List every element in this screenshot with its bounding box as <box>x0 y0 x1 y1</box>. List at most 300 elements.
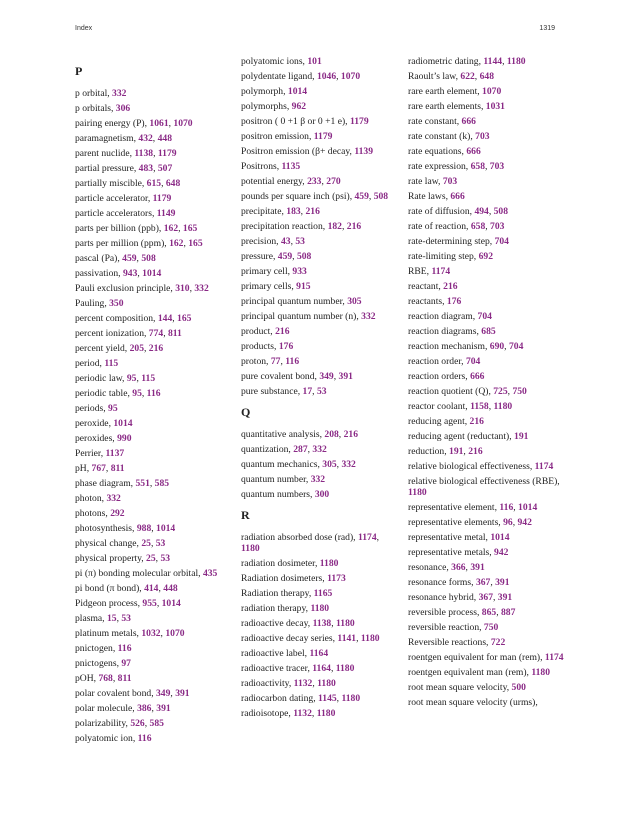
page-link[interactable]: 1173 <box>327 573 346 584</box>
page-link[interactable]: 191 <box>449 446 464 457</box>
index-term: percent composition, <box>75 313 158 324</box>
page-link[interactable]: 1180 <box>310 603 330 614</box>
page-link[interactable]: 767 <box>91 463 106 474</box>
page-link[interactable]: 349 <box>156 688 171 699</box>
page-link[interactable]: 165 <box>177 313 192 324</box>
index-term: periods, <box>75 403 109 414</box>
index-entry <box>75 193 225 204</box>
page-link[interactable]: 115 <box>141 373 156 384</box>
index-term: photosynthesis, <box>75 523 137 534</box>
page-link[interactable]: 1180 <box>341 693 361 704</box>
page-link[interactable]: 915 <box>296 281 311 292</box>
page-link[interactable]: 448 <box>163 583 178 594</box>
page-link[interactable]: 367 <box>475 577 491 588</box>
page-link[interactable]: 1164 <box>312 663 331 674</box>
index-term: representative element, <box>408 502 500 513</box>
page-link[interactable]: 1132 <box>293 678 313 689</box>
page-link[interactable]: 332 <box>194 283 209 294</box>
index-term: primary cells, <box>241 281 297 292</box>
page-link[interactable]: 116 <box>137 733 152 744</box>
index-term: rate expression, <box>408 161 471 172</box>
page-link[interactable]: 448 <box>157 133 172 144</box>
page-link[interactable]: 292 <box>110 508 125 519</box>
page-link[interactable]: 1180 <box>317 678 336 689</box>
index-entry <box>241 558 396 569</box>
page-link[interactable]: 1145 <box>318 693 337 704</box>
index-entry: polarizability, 526, 585 <box>75 718 164 729</box>
page-link[interactable]: 101 <box>307 56 322 67</box>
page-link[interactable]: 391 <box>497 592 513 603</box>
page-link[interactable]: 116 <box>146 388 161 399</box>
page-link[interactable]: 1135 <box>281 161 301 172</box>
page-link[interactable]: 1180 <box>316 708 336 719</box>
page-link[interactable]: 115 <box>104 358 119 369</box>
index-entry <box>241 266 396 277</box>
page-link[interactable]: 658 <box>470 221 486 232</box>
page-link[interactable]: 750 <box>483 622 499 633</box>
index-entry <box>75 298 225 309</box>
page-link[interactable]: 811 <box>110 463 125 474</box>
page-link[interactable]: 116 <box>285 356 300 367</box>
index-entry <box>241 573 396 584</box>
page-link[interactable]: 1061 <box>149 118 169 129</box>
index-term: photons, <box>75 508 111 519</box>
index-entry: resonance hybrid, 367, 391 <box>408 592 513 603</box>
index-entry: physical property, 25, 53 <box>75 553 171 564</box>
page-link[interactable]: 208 <box>324 429 339 440</box>
page-link[interactable]: 1014 <box>113 418 133 429</box>
page-link[interactable]: 725 <box>493 386 508 397</box>
index-term: Positron emission (β+ decay, <box>241 146 355 157</box>
index-term: radioactive decay, <box>241 618 313 629</box>
page-link[interactable]: 350 <box>109 298 124 309</box>
page-link[interactable]: 216 <box>148 343 164 354</box>
page-link[interactable]: 332 <box>361 311 376 322</box>
index-term: pounds per square inch (psi), <box>241 191 355 202</box>
page-link[interactable]: 459 <box>354 191 369 202</box>
page-link[interactable]: 176 <box>278 341 294 352</box>
page-link[interactable]: 774 <box>148 328 164 339</box>
page-link[interactable]: 1179 <box>313 131 333 142</box>
page-link[interactable]: 666 <box>466 146 481 157</box>
page-link[interactable]: 182 <box>327 221 342 232</box>
index-entry: Pauli exclusion principle, 310, 332 <box>75 283 209 294</box>
index-term: polydentate ligand, <box>241 71 317 82</box>
index-column-2 <box>241 56 396 723</box>
index-term: rare earth element, <box>408 86 483 97</box>
section-letter-r: R <box>241 508 250 522</box>
page-link[interactable]: 191 <box>514 431 529 442</box>
page-link[interactable]: 990 <box>117 433 132 444</box>
index-entry: Pidgeon process, 955, 1014 <box>75 598 181 609</box>
page-link[interactable]: 704 <box>494 236 509 247</box>
page-link[interactable]: 942 <box>517 517 532 528</box>
page-link[interactable]: 585 <box>149 718 164 729</box>
index-term: parent nuclide, <box>75 148 135 159</box>
page-link[interactable]: 1141 <box>337 633 357 644</box>
page-link[interactable]: 332 <box>312 444 327 455</box>
page-link[interactable]: 500 <box>511 682 526 693</box>
page-link[interactable]: 1180 <box>336 618 355 629</box>
index-entry <box>241 341 396 352</box>
page-link[interactable]: 216 <box>346 221 362 232</box>
index-term: polar covalent bond, <box>75 688 156 699</box>
page-link[interactable]: 367 <box>478 592 493 603</box>
page-link[interactable]: 1138 <box>312 618 332 629</box>
index-term: reducing agent, <box>408 416 470 427</box>
index-entry <box>75 643 225 654</box>
index-entry <box>408 461 568 472</box>
page-link[interactable]: 703 <box>489 161 505 172</box>
page-link[interactable]: 391 <box>175 688 190 699</box>
page-link[interactable]: 116 <box>117 643 132 654</box>
page-link[interactable]: 768 <box>98 673 113 684</box>
index-entry <box>241 86 396 97</box>
page-link[interactable]: 1031 <box>485 101 505 112</box>
index-term: reaction order, <box>408 356 466 367</box>
page-link[interactable]: 162 <box>163 223 179 234</box>
page-link[interactable]: 508 <box>296 251 312 262</box>
index-entry <box>241 648 396 659</box>
page-link[interactable]: 432 <box>138 133 153 144</box>
page-link[interactable]: 703 <box>475 131 490 142</box>
index-entry <box>408 371 568 382</box>
index-entry <box>75 568 225 579</box>
page-link[interactable]: 942 <box>494 547 509 558</box>
page-link[interactable]: 53 <box>160 553 171 564</box>
index-entry: pure covalent bond, 349, 391 <box>241 371 353 382</box>
page-link[interactable]: 1138 <box>134 148 154 159</box>
page-link[interactable]: 53 <box>295 236 305 247</box>
index-term: Perrier, <box>75 448 106 459</box>
page-link[interactable]: 216 <box>305 206 320 217</box>
index-entry: partially miscible, 615, 648 <box>75 178 181 189</box>
index-entry <box>408 266 568 277</box>
page-link[interactable]: 306 <box>115 103 131 114</box>
page-link[interactable]: 17 <box>302 386 313 397</box>
index-entry: reaction mechanism, 690, 704 <box>408 341 524 352</box>
page-link[interactable]: 1180 <box>319 558 339 569</box>
index-term: radiocarbon dating, <box>241 693 318 704</box>
index-entry <box>241 281 396 292</box>
index-entry: polar molecule, 386, 391 <box>75 703 171 714</box>
page-link[interactable]: 53 <box>155 538 166 549</box>
index-entry: pairing energy (P), 1061, 1070 <box>75 118 193 129</box>
page-link[interactable]: 690 <box>489 341 505 352</box>
page-link[interactable]: 332 <box>341 459 356 470</box>
page-link[interactable]: 216 <box>468 446 483 457</box>
page-link[interactable]: 648 <box>165 178 181 189</box>
index-entry: representative element, 116, 1014 <box>408 502 538 513</box>
index-term: pure covalent bond, <box>241 371 320 382</box>
page-link[interactable]: 1046 <box>316 71 337 82</box>
page-link[interactable]: 216 <box>469 416 484 427</box>
index-term: parts per million (ppm), <box>75 238 170 249</box>
page-link[interactable]: 205 <box>129 343 144 354</box>
page-link[interactable]: 1164 <box>309 648 329 659</box>
page-link[interactable]: 508 <box>373 191 389 202</box>
page-link[interactable]: 508 <box>141 253 156 264</box>
page-link[interactable]: 287 <box>293 444 308 455</box>
page-link[interactable]: 216 <box>443 281 458 292</box>
page-link[interactable]: 666 <box>461 116 476 127</box>
index-term: passivation, <box>75 268 123 279</box>
page-link[interactable]: 95 <box>126 373 137 384</box>
index-entry <box>241 326 396 337</box>
page-link[interactable]: 887 <box>500 607 516 618</box>
page-link[interactable]: 435 <box>202 568 218 579</box>
index-term: polarizability, <box>75 718 131 729</box>
index-term: peroxide, <box>75 418 114 429</box>
page-link[interactable]: 1139 <box>354 146 373 157</box>
page-link[interactable]: 658 <box>470 161 485 172</box>
index-entry: pOH, 768, 811 <box>75 673 132 684</box>
page-link[interactable]: 366 <box>451 562 466 573</box>
page-link[interactable]: 962 <box>291 101 307 112</box>
index-entry: precision, 43, 53 <box>241 236 305 247</box>
page-link[interactable]: 648 <box>479 71 494 82</box>
page-link[interactable]: 1014 <box>518 502 538 513</box>
page-link[interactable]: 386 <box>137 703 152 714</box>
page-link[interactable]: 1070 <box>173 118 193 129</box>
index-term: phase diagram, <box>75 478 136 489</box>
index-entry <box>408 622 568 633</box>
index-term: periodic law, <box>75 373 127 384</box>
index-term: polyatomic ion, <box>75 733 138 744</box>
page-link[interactable]: 1032 <box>141 628 161 639</box>
page-link[interactable]: 494 <box>474 206 489 217</box>
index-term: pOH, <box>75 673 99 684</box>
page-link[interactable]: 300 <box>314 489 330 500</box>
page-link[interactable]: 349 <box>319 371 334 382</box>
index-entry <box>408 667 568 678</box>
page-link[interactable]: 176 <box>446 296 462 307</box>
index-term: pH, <box>75 463 92 474</box>
page-link[interactable]: 391 <box>156 703 171 714</box>
index-entry <box>241 603 396 614</box>
index-entry: radiation absorbed dose (rad), 1174, 1180 <box>241 532 380 554</box>
index-entry: precipitate, 183, 216 <box>241 206 320 217</box>
page-link[interactable]: 1014 <box>287 86 308 97</box>
page-link[interactable]: 1180 <box>335 663 355 674</box>
page-link[interactable]: 1179 <box>349 116 369 127</box>
index-entry <box>408 547 568 558</box>
page-link[interactable]: 551 <box>135 478 150 489</box>
page-link[interactable]: 97 <box>121 658 131 669</box>
page-link[interactable]: 459 <box>277 251 293 262</box>
index-term: rate equations, <box>408 146 467 157</box>
index-term: polymorphs, <box>241 101 292 112</box>
index-term: radioactive tracer, <box>241 663 313 674</box>
index-term: plasma, <box>75 613 107 624</box>
index-term: Raoult’s law, <box>408 71 461 82</box>
page-link[interactable]: 25 <box>146 553 156 564</box>
page-link[interactable]: 1180 <box>493 401 513 412</box>
page-link[interactable]: 414 <box>144 583 159 594</box>
page-link[interactable]: 96 <box>503 517 513 528</box>
page-link[interactable]: 216 <box>275 326 290 337</box>
page-link[interactable]: 666 <box>470 371 485 382</box>
page-link[interactable]: 183 <box>286 206 301 217</box>
page-link[interactable]: 933 <box>292 266 307 277</box>
page-link[interactable]: 1070 <box>482 86 502 97</box>
index-entry: physical change, 25, 53 <box>75 538 166 549</box>
index-entry: parent nuclide, 1138, 1179 <box>75 148 177 159</box>
page-link[interactable]: 704 <box>465 356 481 367</box>
index-entry <box>408 191 568 202</box>
page-link[interactable]: 53 <box>316 386 327 397</box>
index-term: quantum number, <box>241 474 311 485</box>
index-term: partial pressure, <box>75 163 139 174</box>
index-term: quantum mechanics, <box>241 459 323 470</box>
page-link[interactable]: 865 <box>481 607 497 618</box>
index-term: roentgen equivalent for man (rem), <box>408 652 545 663</box>
page-link[interactable]: 811 <box>167 328 182 339</box>
page-link[interactable]: 1165 <box>313 588 333 599</box>
index-entry: radioactive tracer, 1164, 1180 <box>241 663 355 674</box>
page-link[interactable]: 165 <box>188 238 203 249</box>
page-link[interactable]: 305 <box>347 296 362 307</box>
index-entry <box>408 637 568 648</box>
page-link[interactable]: 722 <box>490 637 506 648</box>
page-link[interactable]: 1014 <box>161 598 181 609</box>
page-link[interactable]: 1149 <box>156 208 176 219</box>
page-link[interactable]: 1137 <box>105 448 125 459</box>
page-link[interactable]: 988 <box>136 523 152 534</box>
page-link[interactable]: 526 <box>130 718 145 729</box>
index-entry: resonance, 366, 391 <box>408 562 485 573</box>
index-term: particle accelerator, <box>75 193 153 204</box>
page-link[interactable]: 233 <box>307 176 322 187</box>
page-link[interactable]: 15 <box>106 613 117 624</box>
page-link[interactable]: 25 <box>141 538 151 549</box>
page-link[interactable]: 750 <box>512 386 527 397</box>
index-term: radiation dosimeter, <box>241 558 320 569</box>
index-entry <box>408 416 568 427</box>
page-link[interactable]: 508 <box>493 206 509 217</box>
page-link[interactable]: 585 <box>154 478 170 489</box>
page-link[interactable]: 507 <box>157 163 173 174</box>
index-term: Positrons, <box>241 161 282 172</box>
page-link[interactable]: 943 <box>122 268 138 279</box>
index-entry <box>241 474 396 485</box>
page-link[interactable]: 1144 <box>483 56 503 67</box>
page-link[interactable]: 332 <box>310 474 326 485</box>
index-term: principal quantum number (n), <box>241 311 362 322</box>
page-link[interactable]: 391 <box>338 371 353 382</box>
page-link[interactable]: 95 <box>108 403 118 414</box>
page-link[interactable]: 1174 <box>357 532 377 543</box>
index-entry <box>241 116 396 127</box>
page-link[interactable]: 77 <box>270 356 281 367</box>
index-entry: polydentate ligand, 1046, 1070 <box>241 71 361 82</box>
page-link[interactable]: 1174 <box>544 652 564 663</box>
page-link[interactable]: 1179 <box>152 193 172 204</box>
index-term: reaction diagrams, <box>408 326 482 337</box>
index-term: positron emission, <box>241 131 314 142</box>
page-link[interactable]: 704 <box>477 311 492 322</box>
page-link[interactable]: 1158 <box>470 401 489 412</box>
page-link[interactable]: 165 <box>182 223 198 234</box>
page-link[interactable]: 1180 <box>531 667 551 678</box>
page-link[interactable]: 615 <box>146 178 162 189</box>
page-link[interactable]: 1174 <box>534 461 554 472</box>
page-link[interactable]: 1014 <box>142 268 162 279</box>
page-link[interactable]: 685 <box>481 326 496 337</box>
page-link[interactable]: 1132 <box>293 708 312 719</box>
index-entry <box>75 433 225 444</box>
index-term: principal quantum number, <box>241 296 348 307</box>
index-term: precision, <box>241 236 281 247</box>
index-entry: reversible process, 865, 887 <box>408 607 516 618</box>
page-link[interactable]: 310 <box>175 283 190 294</box>
page-link[interactable]: 53 <box>121 613 131 624</box>
page-link[interactable]: 332 <box>106 493 121 504</box>
index-entry: reaction quotient (Q), 725, 750 <box>408 386 527 397</box>
page-link[interactable]: 704 <box>508 341 524 352</box>
index-entry <box>241 146 396 157</box>
index-entry: Raoult’s law, 622, 648 <box>408 71 494 82</box>
page-link[interactable]: 305 <box>322 459 337 470</box>
page-link[interactable]: 692 <box>478 251 493 262</box>
index-entry: rate of diffusion, 494, 508 <box>408 206 509 217</box>
page-link[interactable]: 703 <box>442 176 458 187</box>
index-entry: reduction, 191, 216 <box>408 446 483 457</box>
page-link[interactable]: 1180 <box>506 56 526 67</box>
page-link[interactable]: 216 <box>343 429 358 440</box>
index-entry: rate expression, 658, 703 <box>408 161 505 172</box>
index-term: reaction diagram, <box>408 311 478 322</box>
index-entry: potential energy, 233, 270 <box>241 176 341 187</box>
page-link[interactable]: 1180 <box>241 543 260 554</box>
index-entry: quantitative analysis, 208, 216 <box>241 429 358 440</box>
index-term: potential energy, <box>241 176 308 187</box>
page-link[interactable]: 1179 <box>157 148 177 159</box>
page-link[interactable]: 955 <box>142 598 157 609</box>
page-link[interactable]: 622 <box>460 71 475 82</box>
page-link[interactable]: 483 <box>138 163 154 174</box>
page-link[interactable]: 1180 <box>360 633 380 644</box>
section-letter-q: Q <box>241 405 251 419</box>
page-link[interactable]: 391 <box>470 562 485 573</box>
index-entry <box>408 652 568 663</box>
index-entry <box>408 431 568 442</box>
page-link[interactable]: 144 <box>157 313 173 324</box>
page-link[interactable]: 1174 <box>431 266 451 277</box>
page-link[interactable]: 811 <box>117 673 132 684</box>
index-entry: precipitation reaction, 182, 216 <box>241 221 362 232</box>
page-link[interactable]: 162 <box>169 238 184 249</box>
page-link[interactable]: 1014 <box>490 532 510 543</box>
page-link[interactable]: 116 <box>499 502 514 513</box>
page-link[interactable]: 1180 <box>408 487 427 498</box>
page-link[interactable]: 270 <box>326 176 341 187</box>
page-link[interactable]: 43 <box>280 236 291 247</box>
page-link[interactable]: 1014 <box>156 523 176 534</box>
index-term: relative biological effectiveness, <box>408 461 535 472</box>
page-link[interactable]: 332 <box>112 88 127 99</box>
page-link[interactable]: 1070 <box>340 71 361 82</box>
page-link[interactable]: 391 <box>495 577 510 588</box>
page-link[interactable]: 703 <box>490 221 505 232</box>
page-link[interactable]: 666 <box>450 191 465 202</box>
index-term: Pidgeon process, <box>75 598 143 609</box>
index-entry <box>408 682 568 693</box>
page-number: 1319 <box>539 25 555 32</box>
page-link[interactable]: 95 <box>132 388 142 399</box>
page-link[interactable]: 459 <box>122 253 137 264</box>
page-link[interactable]: 1070 <box>165 628 185 639</box>
